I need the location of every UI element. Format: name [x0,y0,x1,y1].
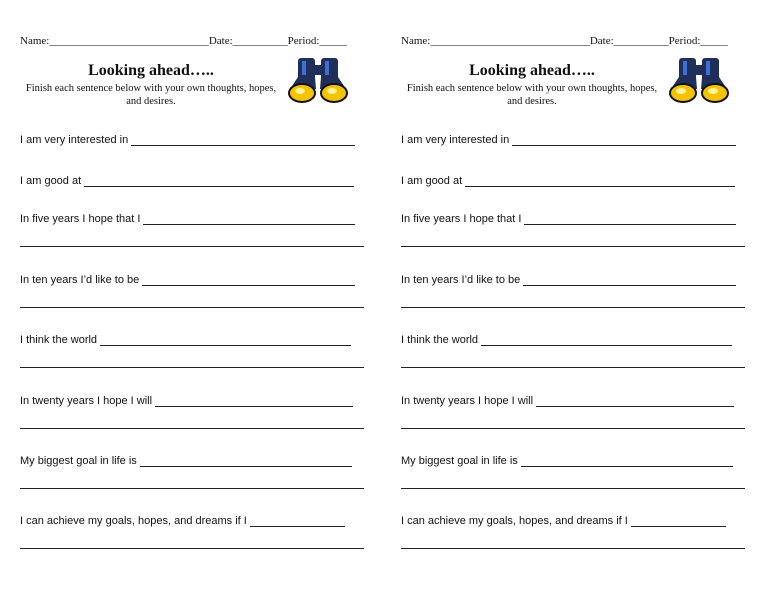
prompt-ten-years: In ten years I’d like to be [20,274,355,286]
worksheet-right [401,0,753,594]
answer-blank[interactable] [521,456,733,467]
answer-blank[interactable] [140,456,352,467]
answer-line[interactable] [401,246,745,247]
date-field[interactable]: Date:__________ [208,35,288,47]
period-field[interactable]: Period:_____ [287,35,347,47]
prompt-good-at: I am good at [20,175,354,187]
prompt-ten-years: In ten years I’d like to be [401,274,736,286]
prompt-good-at: I am good at [401,175,735,187]
period-field[interactable]: Period:_____ [668,35,728,47]
prompt-achieve-goals: I can achieve my goals, hopes, and dreams if I [401,515,726,527]
prompt-interested: I am very interested in [401,134,736,146]
prompt-world: I think the world [401,334,732,346]
binoculars-icon [667,55,731,105]
prompt-five-years: In five years I hope that I [20,213,355,225]
answer-blank[interactable] [465,176,735,187]
answer-line[interactable] [20,246,364,247]
answer-line[interactable] [401,488,745,489]
answer-blank[interactable] [155,396,353,407]
name-field[interactable]: Name:_____________________________ [20,35,209,47]
answer-line[interactable] [20,488,364,489]
prompt-world: I think the world [20,334,351,346]
answer-blank[interactable] [523,275,736,286]
answer-blank[interactable] [131,135,355,146]
prompt-twenty-years: In twenty years I hope I will [20,395,353,407]
worksheet-left [20,0,372,594]
answer-line[interactable] [401,367,745,368]
instructions-text: Finish each sentence below with your own thoughts, hopes, and desires. [406,83,658,107]
answer-blank[interactable] [524,214,736,225]
header-fields [401,35,747,47]
name-field[interactable]: Name:_____________________________ [401,35,590,47]
answer-blank[interactable] [481,335,732,346]
answer-blank[interactable] [631,516,726,527]
answer-line[interactable] [401,307,745,308]
answer-blank[interactable] [84,176,354,187]
answer-line[interactable] [20,307,364,308]
date-field[interactable]: Date:__________ [589,35,669,47]
worksheet-title: Looking ahead….. [88,62,214,79]
worksheet-title: Looking ahead….. [469,62,595,79]
binoculars-icon [286,55,350,105]
prompt-five-years: In five years I hope that I [401,213,736,225]
prompt-biggest-goal: My biggest goal in life is [401,455,733,467]
answer-line[interactable] [20,367,364,368]
prompt-biggest-goal: My biggest goal in life is [20,455,352,467]
answer-line[interactable] [401,548,745,549]
header-fields [20,35,366,47]
answer-blank[interactable] [250,516,345,527]
instructions-text: Finish each sentence below with your own thoughts, hopes, and desires. [25,83,277,107]
answer-blank[interactable] [143,214,355,225]
prompt-twenty-years: In twenty years I hope I will [401,395,734,407]
answer-line[interactable] [20,548,364,549]
answer-blank[interactable] [536,396,734,407]
answer-line[interactable] [20,428,364,429]
answer-line[interactable] [401,428,745,429]
answer-blank[interactable] [512,135,736,146]
prompt-achieve-goals: I can achieve my goals, hopes, and dreams if I [20,515,345,527]
prompt-interested: I am very interested in [20,134,355,146]
answer-blank[interactable] [142,275,355,286]
answer-blank[interactable] [100,335,351,346]
